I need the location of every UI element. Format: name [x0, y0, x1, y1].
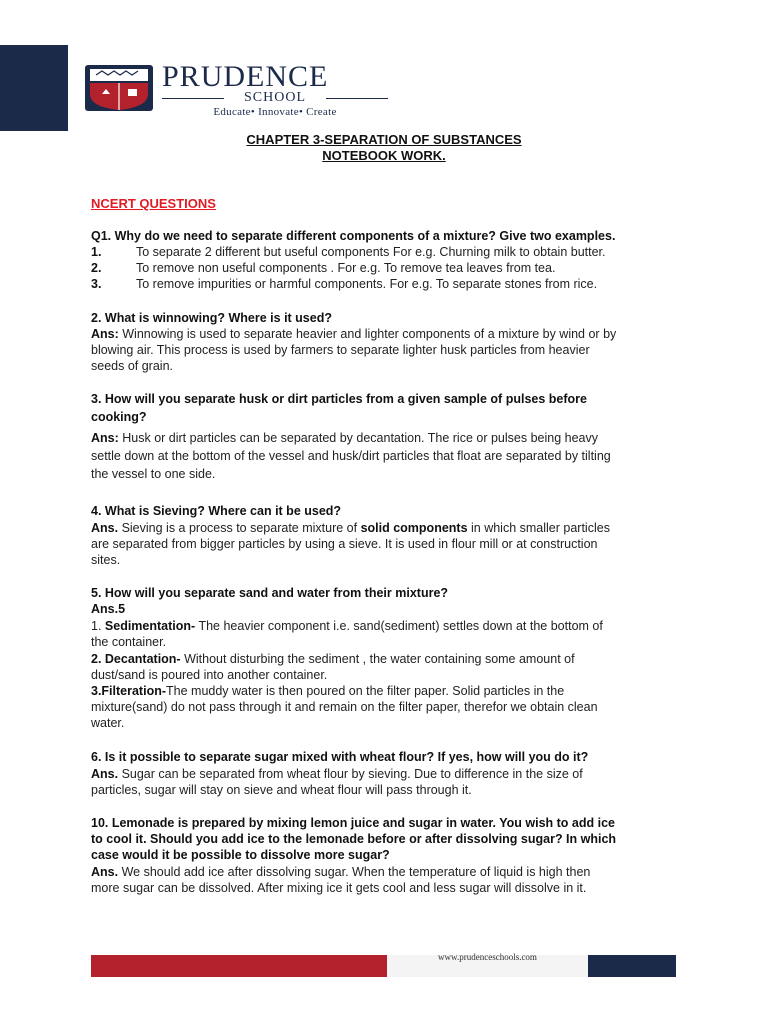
question-10-line: 10. Lemonade is prepared by mixing lemon juice and sugar in water. You wish to add ice [91, 816, 615, 830]
school-logo [84, 62, 394, 120]
answer-3-line [91, 430, 598, 446]
step-text: The muddy water is then poured on the filter paper. Solid particles in the [166, 684, 565, 698]
question-10-line: case would it be possible to dissolve more sugar? [91, 848, 390, 862]
list-item-number: 3. [91, 277, 102, 291]
answer-4-line [91, 520, 610, 536]
answer-5-line: the container. [91, 635, 167, 649]
answer-text: Husk or dirt particles can be separated by decantation. The rice or pulses being heavy [118, 431, 598, 445]
brand-school-row [162, 90, 388, 106]
step-text: The heavier component i.e. sand(sediment) settles down at the bottom of [195, 619, 603, 633]
list-item-number: 2. [91, 261, 102, 275]
answer-5-line: water. [91, 716, 125, 730]
answer-label: Ans. [91, 865, 119, 879]
answer-5-line [91, 618, 603, 634]
list-item: To remove non useful components . For e.g. To remove tea leaves from tea. [136, 261, 556, 275]
answer-text: Winnowing is used to separate heavier and lighter components of a mixture by wind or by [118, 327, 617, 341]
answer-2-line: seeds of grain. [91, 359, 173, 373]
brand-name: PRUDENCE [162, 60, 329, 93]
question-5: 5. How will you separate sand and water from their mixture? [91, 586, 449, 600]
footer-red-bar [91, 955, 387, 977]
answer-6-line [91, 766, 583, 782]
header-navy-block [0, 45, 68, 131]
list-item: To separate 2 different but useful components For e.g. Churning milk to obtain butter. [136, 245, 606, 259]
answer-label: Ans: [91, 431, 119, 445]
answer-2-line: blowing air. This process is used by farmers to separate lighter husk particles from heavier [91, 343, 590, 357]
answer-2-line [91, 326, 616, 342]
brand-tagline: Educate• Innovate• Create [213, 106, 337, 118]
section-heading [91, 196, 216, 212]
answer-5-line [91, 651, 575, 667]
footer-url: www.prudenceschools.com [438, 952, 537, 962]
notebook-subtitle: NOTEBOOK WORK. [322, 148, 446, 163]
step-label: 3.Filteration- [91, 684, 167, 698]
question-2: 2. What is winnowing? Where is it used? [91, 311, 332, 325]
answer-5-line: mixture(sand) do not pass through it and remain on the filter paper, therefor we obtain clean [91, 700, 598, 714]
answer-text: Sugar can be separated from wheat flour by sieving. Due to difference in the size of [118, 767, 583, 781]
answer-5-line: dust/sand is poured into another container. [91, 668, 328, 682]
question-1: Q1. Why do we need to separate different components of a mixture? Give two examples. [91, 229, 616, 243]
answer-5-line [91, 683, 564, 699]
answer-3-line: the vessel to one side. [91, 467, 216, 481]
answer-text: We should add ice after dissolving sugar. When the temperature of liquid is high then [118, 865, 591, 879]
answer-4-line: are separated from bigger particles by using a sieve. It is used in flour mill or at construction [91, 537, 598, 551]
answer-6-line: particles, sugar will stay on sieve and wheat flour will pass through it. [91, 783, 472, 797]
answer-10-line: more sugar can be dissolved. After mixing ice it gets cool and less sugar will dissolve in it. [91, 881, 587, 895]
question-4: 4. What is Sieving? Where can it be used? [91, 504, 342, 518]
step-label: 2. Decantation- [91, 652, 181, 666]
answer-10-line [91, 864, 590, 880]
question-10-line: to cool it. Should you add ice to the lemonade before or after dissolving sugar? In which [91, 832, 617, 846]
answer-label: Ans. [91, 521, 119, 535]
answer-label: Ans: [91, 327, 119, 341]
question-6: 6. Is it possible to separate sugar mixed with wheat flour? If yes, how will you do it? [91, 750, 589, 764]
answer-text: in which smaller particles [467, 521, 610, 535]
answer-label: Ans. [91, 767, 119, 781]
school-crest-icon [84, 64, 154, 112]
answer-text: Sieving is a process to separate mixture of [118, 521, 361, 535]
answer-3-line: settle down at the bottom of the vessel and husk/dirt particles that float are separated by tilting [91, 449, 611, 463]
section-heading-text: NCERT QUESTIONS [91, 196, 216, 211]
list-item: To remove impurities or harmful components. For e.g. To separate stones from rice. [136, 277, 598, 291]
step-number: 1. [91, 619, 105, 633]
answer-4-line: sites. [91, 553, 121, 567]
step-label: Sedimentation- [104, 619, 196, 633]
step-text: Without disturbing the sediment , the water containing some amount of [180, 652, 575, 666]
answer-label: Ans.5 [91, 602, 126, 616]
question-3-line: cooking? [91, 410, 147, 424]
question-3-line: 3. How will you separate husk or dirt particles from a given sample of pulses before [91, 392, 587, 406]
brand-school: SCHOOL [243, 90, 306, 105]
footer-navy-bar [588, 955, 676, 977]
chapter-title: CHAPTER 3-SEPARATION OF SUBSTANCES [246, 132, 522, 147]
answer-emphasis: solid components [360, 521, 468, 535]
list-item-number: 1. [91, 245, 102, 259]
